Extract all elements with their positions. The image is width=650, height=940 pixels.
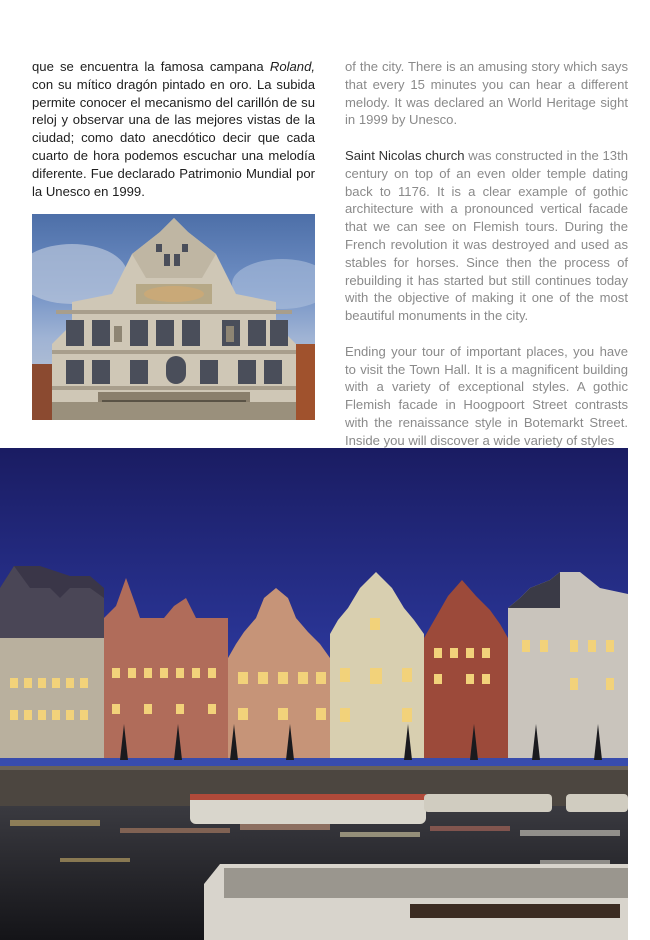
left-paragraph-part1: que se encuentra la famosa campana [32, 59, 270, 74]
theatre-facade-photo [32, 214, 315, 420]
right-paragraph-3: Ending your tour of important places, you have to visit the Town Hall. It is a magnificent building with a variety of exceptional styles. A gothic Flemish facade in Hoogpoort Street contrasts with the renaissance style in Botemarkt Street. Inside you will discover a wide variety of styles [345, 343, 628, 448]
left-paragraph-part2: con su mítico dragón pintado en oro. La subida permite conocer el mecanismo del carillón de su reloj y observar una de las mejores vistas de la ciudad; como dato anecdótico decir que cada cuarto de hora podemos escuchar una melodía diferente. Fue declarado Patrimonio Mundial por la Unesco en 1999. [32, 76, 315, 199]
roland-bell-name: Roland, [269, 59, 315, 74]
right-paragraph-2 [345, 147, 628, 325]
right-column-text [345, 58, 628, 450]
right-paragraph-2-body: was constructed in the 13th century on top of an even older temple dating back to 1176. It is a clear example of gothic architecture with a pronounced vertical facade that we can see on Flemish tours. During the French revolution it was destroyed and used as stables for horses. Since then the process of rebuilding it has started but still continues today with the objective of making it one of the most beautiful monuments in the city. [345, 147, 628, 324]
right-paragraph-1: of the city. There is an amusing story which says that every 15 minutes you can hear a different melody. It was declared an World Heritage sight in 1999 by Unesco. [345, 59, 628, 128]
night-canal-guildhalls-photo [0, 448, 628, 940]
saint-nicolas-church-heading: Saint Nicolas church [345, 147, 465, 163]
left-column-text [32, 58, 315, 200]
left-paragraph [32, 58, 315, 200]
